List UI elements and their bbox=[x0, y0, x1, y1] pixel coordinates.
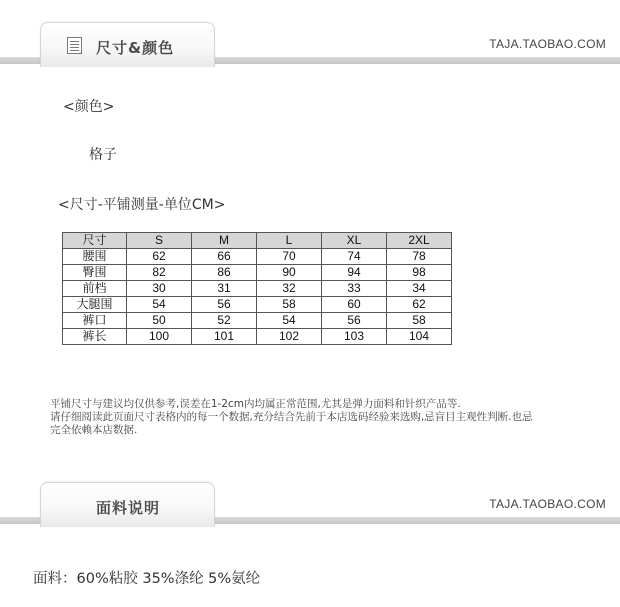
site-url: TAJA.TAOBAO.COM bbox=[489, 37, 606, 51]
table-row bbox=[63, 281, 452, 297]
section-title: 面料说明 bbox=[96, 499, 161, 517]
size-value-cell: 54 bbox=[257, 313, 322, 329]
site-url: TAJA.TAOBAO.COM bbox=[489, 497, 606, 511]
size-value-cell: 70 bbox=[257, 249, 322, 265]
size-value-cell: 34 bbox=[387, 281, 452, 297]
table-header-row bbox=[63, 233, 452, 249]
row-label-cell: 裤口 bbox=[63, 313, 127, 329]
size-value-cell: 30 bbox=[127, 281, 192, 297]
size-notes bbox=[50, 398, 610, 437]
size-value-cell: 66 bbox=[192, 249, 257, 265]
fabric-composition: 面料：60%粘胶 35%涤纶 5%氨纶 bbox=[33, 571, 261, 587]
table-row bbox=[63, 329, 452, 345]
section-title: 尺寸&颜色 bbox=[96, 39, 175, 57]
table-row bbox=[63, 265, 452, 281]
size-value-cell: 52 bbox=[192, 313, 257, 329]
size-value-cell: 60 bbox=[322, 297, 387, 313]
size-value-cell: 62 bbox=[387, 297, 452, 313]
size-table bbox=[62, 232, 452, 345]
size-value-cell: 102 bbox=[257, 329, 322, 345]
size-value-cell: 54 bbox=[127, 297, 192, 313]
size-value-cell: 32 bbox=[257, 281, 322, 297]
size-value-cell: 31 bbox=[192, 281, 257, 297]
section-header-fabric bbox=[0, 460, 620, 530]
table-row bbox=[63, 313, 452, 329]
size-value-cell: 58 bbox=[387, 313, 452, 329]
size-value-cell: 78 bbox=[387, 249, 452, 265]
row-label-cell: 大腿围 bbox=[63, 297, 127, 313]
size-value-cell: 90 bbox=[257, 265, 322, 281]
row-label-cell: 尺寸 bbox=[63, 233, 127, 249]
size-value-cell: M bbox=[192, 233, 257, 249]
size-value-cell: L bbox=[257, 233, 322, 249]
size-value-cell: 74 bbox=[322, 249, 387, 265]
size-value-cell: 104 bbox=[387, 329, 452, 345]
size-value-cell: 98 bbox=[387, 265, 452, 281]
size-value-cell: 101 bbox=[192, 329, 257, 345]
note-line: 完全依赖本店数据. bbox=[50, 424, 138, 436]
size-value-cell: 62 bbox=[127, 249, 192, 265]
note-line: 请仔细阅读此页面尺寸表格内的每一个数据,充分结合先前于本店选码经验来选购,忌盲目主观性判断.也忌 bbox=[50, 411, 533, 423]
size-value-cell: 94 bbox=[322, 265, 387, 281]
size-value-cell: 103 bbox=[322, 329, 387, 345]
note-line: 平铺尺寸与建议均仅供参考,误差在1-2cm内均属正常范围,尤其是弹力面料和针织产品等. bbox=[50, 398, 461, 410]
size-value-cell: 2XL bbox=[387, 233, 452, 249]
size-value-cell: 56 bbox=[322, 313, 387, 329]
size-heading: <尺寸-平铺测量-单位CM> bbox=[58, 197, 226, 213]
table-row bbox=[63, 249, 452, 265]
row-label-cell: 前档 bbox=[63, 281, 127, 297]
size-value-cell: 33 bbox=[322, 281, 387, 297]
size-value-cell: 100 bbox=[127, 329, 192, 345]
size-value-cell: 50 bbox=[127, 313, 192, 329]
color-value: 格子 bbox=[89, 147, 117, 163]
table-row bbox=[63, 297, 452, 313]
size-value-cell: 86 bbox=[192, 265, 257, 281]
size-value-cell: 58 bbox=[257, 297, 322, 313]
size-value-cell: XL bbox=[322, 233, 387, 249]
size-value-cell: S bbox=[127, 233, 192, 249]
section-header-size-color bbox=[0, 0, 620, 70]
row-label-cell: 臀围 bbox=[63, 265, 127, 281]
color-heading: <颜色> bbox=[63, 99, 115, 115]
document-icon bbox=[67, 37, 82, 54]
size-value-cell: 56 bbox=[192, 297, 257, 313]
row-label-cell: 裤长 bbox=[63, 329, 127, 345]
size-value-cell: 82 bbox=[127, 265, 192, 281]
row-label-cell: 腰围 bbox=[63, 249, 127, 265]
